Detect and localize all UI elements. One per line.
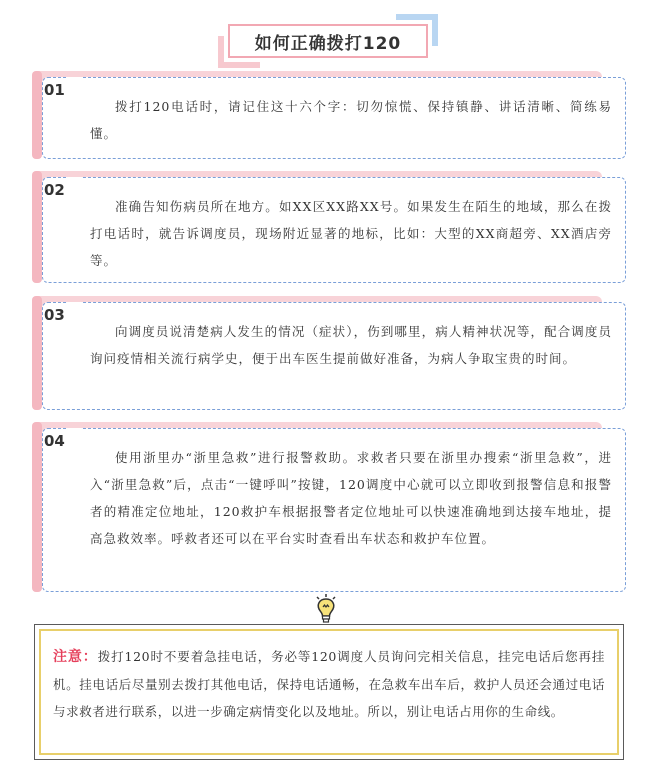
step-number: 02 — [44, 181, 65, 199]
note-box — [34, 624, 624, 760]
step-card-1 — [32, 71, 626, 159]
lightbulb-icon — [314, 594, 338, 624]
step-number: 04 — [44, 432, 65, 450]
step-card-3 — [32, 296, 626, 410]
page-title: 如何正确拨打120 — [228, 24, 428, 58]
step-text: 准确告知伤病员所在地方。如XX区XX路XX号。如果发生在陌生的地域，那么在拨打电话时，就告诉调度员，现场附近显著的地标，比如：大型的XX商超旁、XX酒店旁等。 — [90, 199, 612, 268]
step-text: 使用浙里办“浙里急救”进行报警救助。求救者只要在浙里办搜索“浙里急救”，进入“浙里急救”后，点击“一键呼叫”按键，120调度中心就可以立即收到报警信息和报警者的精准定位地址，120救护车根据报警者定位地址可以快速准确地到达接车地址，提高急救效率。呼救者还可以在平台实时查看出车状态和救护车位置。 — [90, 450, 612, 546]
title-banner — [222, 18, 434, 64]
note-body: 拨打120时不要着急挂电话，务必等120调度人员询问完相关信息，挂完电话后您再挂机。挂电话后尽量别去拨打其他电话，保持电话通畅，在急救车出车后，救护人员还会通过电话与求救者进行联系，以进一步确定病情变化以及地址。所以，别让电话占用你的生命线。 — [53, 649, 606, 719]
step-card-2 — [32, 171, 626, 283]
step-number: 01 — [44, 81, 65, 99]
step-card-4 — [32, 422, 626, 592]
step-text: 拨打120电话时，请记住这十六个字：切勿惊慌、保持镇静、讲话清晰、简练易懂。 — [90, 99, 612, 141]
note-text — [53, 643, 605, 725]
step-number: 03 — [44, 306, 65, 324]
note-label: 注意： — [53, 649, 98, 665]
step-text: 向调度员说清楚病人发生的情况（症状），伤到哪里，病人精神状况等，配合调度员询问疫情相关流行病学史，便于出车医生提前做好准备，为病人争取宝贵的时间。 — [90, 324, 612, 366]
